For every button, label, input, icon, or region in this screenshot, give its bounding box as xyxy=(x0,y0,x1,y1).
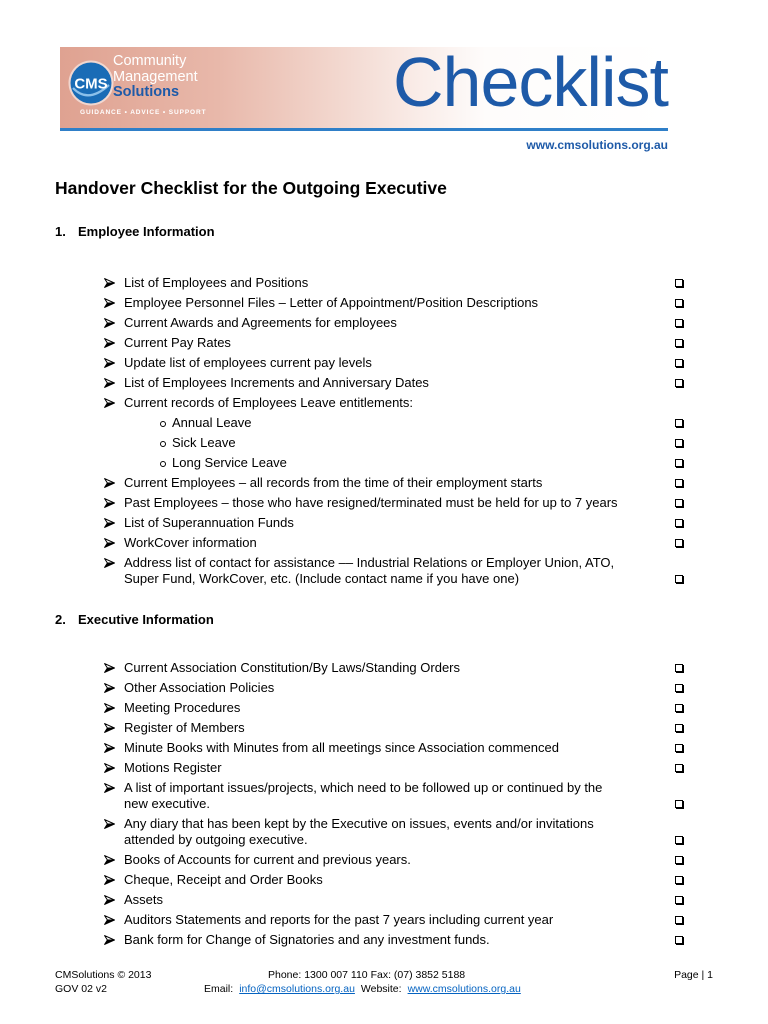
footer-links xyxy=(204,982,521,996)
item-text: Books of Accounts for current and previous years. xyxy=(124,852,411,867)
header-banner xyxy=(60,43,668,131)
checkbox-icon xyxy=(675,519,683,527)
checkbox-icon xyxy=(675,299,683,307)
arrow-bullet-icon xyxy=(104,915,115,925)
checklist-item xyxy=(104,533,694,553)
checkbox-icon xyxy=(675,684,683,692)
arrow-bullet-icon xyxy=(104,819,115,829)
checkbox-icon xyxy=(675,339,683,347)
checkbox-icon xyxy=(675,319,683,327)
item-text: Current records of Employees Leave entitlements: xyxy=(124,395,414,410)
checkbox-icon xyxy=(675,479,683,487)
checkbox-icon xyxy=(675,575,683,583)
banner-title: Checklist xyxy=(393,43,668,121)
item-text: Auditors Statements and reports for the past 7 years including current year xyxy=(124,912,554,927)
item-text: Address list of contact for assistance –– Industrial Relations or Employer Union, ATO, Super Fund, WorkCover, etc. (Include contact name if you have one) xyxy=(124,555,615,586)
item-text: List of Superannuation Funds xyxy=(124,515,294,530)
circle-bullet-icon xyxy=(160,441,166,447)
checkbox-icon xyxy=(675,704,683,712)
checklist-item xyxy=(104,393,694,413)
checkbox-icon xyxy=(675,539,683,547)
checklist-item xyxy=(104,910,694,930)
logo-tagline: GUIDANCE • ADVICE • SUPPORT xyxy=(80,109,207,116)
checkbox-icon xyxy=(675,856,683,864)
footer-email-link[interactable]: info@cmsolutions.org.au xyxy=(239,983,355,995)
arrow-bullet-icon xyxy=(104,783,115,793)
footer-copyright: CMSolutions © 2013 xyxy=(55,969,152,981)
circle-bullet-icon xyxy=(160,461,166,467)
logo-name-line: Community xyxy=(113,53,187,69)
item-text: Employee Personnel Files – Letter of Appointment/Position Descriptions xyxy=(124,295,539,310)
checkbox-icon xyxy=(675,379,683,387)
arrow-bullet-icon xyxy=(104,498,115,508)
item-text: Past Employees – those who have resigned/terminated must be held for up to 7 years xyxy=(124,495,618,510)
checklist-item xyxy=(104,473,694,493)
logo-name-line: Solutions xyxy=(113,84,180,100)
arrow-bullet-icon xyxy=(104,398,115,408)
checklist-item xyxy=(104,718,694,738)
checklist-item xyxy=(104,273,694,293)
document-title: Handover Checklist for the Outgoing Executive xyxy=(55,178,447,198)
item-text: Current Employees – all records from the time of their employment starts xyxy=(124,475,543,490)
arrow-bullet-icon xyxy=(104,378,115,388)
checkbox-icon xyxy=(675,936,683,944)
checkbox-icon xyxy=(675,876,683,884)
arrow-bullet-icon xyxy=(104,318,115,328)
arrow-bullet-icon xyxy=(104,763,115,773)
section-number: 1. xyxy=(55,224,66,239)
checklist-item xyxy=(104,870,694,890)
checklist-item xyxy=(104,658,694,678)
section-heading xyxy=(55,224,655,240)
item-text: Meeting Procedures xyxy=(124,700,241,715)
item-text: WorkCover information xyxy=(124,535,257,550)
checklist-subitem xyxy=(104,433,694,453)
checklist-item xyxy=(104,293,694,313)
footer-website-link[interactable]: www.cmsolutions.org.au xyxy=(407,983,521,995)
checkbox-icon xyxy=(675,459,683,467)
checklist xyxy=(104,273,694,589)
arrow-bullet-icon xyxy=(104,703,115,713)
checkbox-icon xyxy=(675,724,683,732)
logo-name-line: Management xyxy=(113,68,198,85)
item-text: Any diary that has been kept by the Executive on issues, events and/or invitations attended by outgoing executive. xyxy=(124,816,594,847)
arrow-bullet-icon xyxy=(104,895,115,905)
checkbox-icon xyxy=(675,664,683,672)
cms-logo xyxy=(68,60,114,106)
item-text: Update list of employees current pay levels xyxy=(124,355,372,370)
arrow-bullet-icon xyxy=(104,538,115,548)
item-text: Other Association Policies xyxy=(124,680,275,695)
checklist-subitem xyxy=(104,413,694,433)
arrow-bullet-icon xyxy=(104,338,115,348)
arrow-bullet-icon xyxy=(104,683,115,693)
subitem-text: Sick Leave xyxy=(172,435,236,450)
checklist-item xyxy=(104,678,694,698)
checklist-item xyxy=(104,738,694,758)
checklist-item xyxy=(104,353,694,373)
checkbox-icon xyxy=(675,359,683,367)
arrow-bullet-icon xyxy=(104,478,115,488)
checklist xyxy=(104,658,694,950)
checklist-item xyxy=(104,373,694,393)
checklist-item xyxy=(104,850,694,870)
footer-contact: Phone: 1300 007 110 Fax: (07) 3852 5188 xyxy=(268,969,466,981)
checkbox-icon xyxy=(675,836,683,844)
footer-doc-code: GOV 02 v2 xyxy=(55,983,107,995)
arrow-bullet-icon xyxy=(104,358,115,368)
item-text: List of Employees Increments and Anniversary Dates xyxy=(124,375,429,390)
item-text: Assets xyxy=(124,892,164,907)
item-text: List of Employees and Positions xyxy=(124,275,309,290)
checklist-item xyxy=(104,513,694,533)
arrow-bullet-icon xyxy=(104,935,115,945)
checkbox-icon xyxy=(675,439,683,447)
checklist-item xyxy=(104,313,694,333)
checkbox-icon xyxy=(675,916,683,924)
item-text: Bank form for Change of Signatories and any investment funds. xyxy=(124,932,490,947)
checklist-item xyxy=(104,778,694,814)
footer-page-number: Page | 1 xyxy=(674,969,713,981)
arrow-bullet-icon xyxy=(104,855,115,865)
logo-wordmark xyxy=(113,54,198,101)
section-title: Employee Information xyxy=(78,224,215,239)
cms-logo-mark: CMS xyxy=(74,75,108,93)
section-number: 2. xyxy=(55,612,66,627)
checkbox-icon xyxy=(675,279,683,287)
checkbox-icon xyxy=(675,800,683,808)
checklist-item xyxy=(104,758,694,778)
checklist-item xyxy=(104,493,694,513)
item-text: Minute Books with Minutes from all meetings since Association commenced xyxy=(124,740,559,755)
subitem-text: Long Service Leave xyxy=(172,455,287,470)
arrow-bullet-icon xyxy=(104,518,115,528)
checklist-item xyxy=(104,930,694,950)
checklist-subitem xyxy=(104,453,694,473)
arrow-bullet-icon xyxy=(104,723,115,733)
checklist-item xyxy=(104,698,694,718)
footer-email-label: Email: xyxy=(204,983,234,995)
section-title: Executive Information xyxy=(78,612,214,627)
checkbox-icon xyxy=(675,419,683,427)
arrow-bullet-icon xyxy=(104,663,115,673)
subitem-text: Annual Leave xyxy=(172,415,252,430)
checkbox-icon xyxy=(675,896,683,904)
checkbox-icon xyxy=(675,744,683,752)
section-heading xyxy=(55,612,655,628)
item-text: Register of Members xyxy=(124,720,245,735)
item-text: A list of important issues/projects, which need to be followed up or continued by the new executive. xyxy=(124,780,603,811)
arrow-bullet-icon xyxy=(104,298,115,308)
footer-website-label: Website: xyxy=(360,983,402,995)
checklist-item xyxy=(104,333,694,353)
checklist-item xyxy=(104,814,694,850)
arrow-bullet-icon xyxy=(104,875,115,885)
item-text: Current Awards and Agreements for employees xyxy=(124,315,397,330)
circle-bullet-icon xyxy=(160,421,166,427)
arrow-bullet-icon xyxy=(104,558,115,568)
checklist-item xyxy=(104,890,694,910)
item-text: Cheque, Receipt and Order Books xyxy=(124,872,323,887)
arrow-bullet-icon xyxy=(104,743,115,753)
arrow-bullet-icon xyxy=(104,278,115,288)
checklist-item xyxy=(104,553,694,589)
item-text: Current Pay Rates xyxy=(124,335,231,350)
item-text: Motions Register xyxy=(124,760,222,775)
header-website: www.cmsolutions.org.au xyxy=(526,138,668,152)
checkbox-icon xyxy=(675,764,683,772)
item-text: Current Association Constitution/By Laws/Standing Orders xyxy=(124,660,461,675)
checkbox-icon xyxy=(675,499,683,507)
